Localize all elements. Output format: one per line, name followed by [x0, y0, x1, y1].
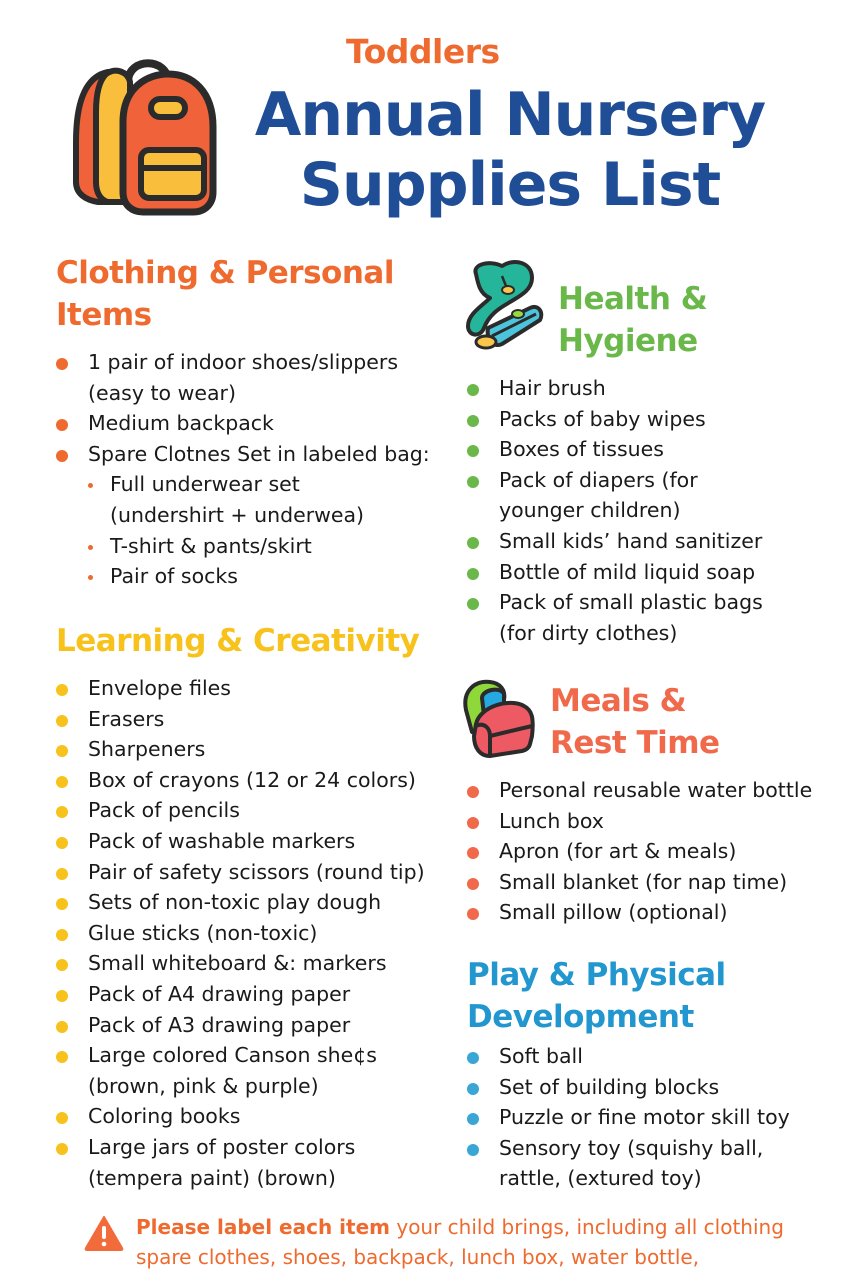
sub-bullet-icon [88, 575, 93, 580]
list-item [56, 918, 425, 949]
list-item [467, 557, 763, 588]
item-text: Pack of small plastic bags [499, 590, 763, 615]
item-text: Bottle of mild liquid soap [499, 559, 756, 584]
list-item [56, 765, 425, 796]
bullet-icon [56, 990, 68, 1002]
note-line-1 [136, 1212, 804, 1242]
item-text: Pack of A3 drawing paper [88, 1012, 351, 1037]
item-text: Pack of diapers (for [499, 467, 698, 492]
backpack-icon [68, 52, 218, 217]
list-item [56, 979, 425, 1010]
item-text: Soft ball [499, 1044, 583, 1068]
item-text: Pack of washable markers [88, 828, 356, 853]
bullet-icon [467, 786, 479, 798]
section-title-learning: Learning & Creativity [56, 623, 420, 659]
list-item [56, 1010, 425, 1041]
sub-bullet-icon [88, 483, 93, 488]
list-item [56, 857, 425, 888]
section-title-line: Clothing & Personal [56, 255, 394, 291]
item-text: Full underwear set [110, 472, 300, 497]
bullet-icon [56, 806, 68, 818]
list-item [56, 408, 430, 439]
item-text: Puzzle or fine motor skill toy [499, 1105, 790, 1130]
item-text: Boxes of tissues [499, 437, 664, 462]
lunch-box-icon [460, 676, 536, 758]
list-item [56, 826, 425, 857]
list-item [56, 673, 425, 704]
list-item [467, 1133, 790, 1194]
item-text: Glue sticks (non-toxic) [88, 920, 318, 945]
bullet-icon [467, 476, 479, 488]
warning-icon [84, 1215, 124, 1251]
list-item [56, 1132, 425, 1193]
bullet-icon [467, 445, 479, 457]
list-item [467, 806, 812, 837]
section-title-line: Play & Physical [467, 957, 726, 993]
item-text: Pair of safety scissors (round tip) [88, 859, 425, 884]
bullet-icon [56, 684, 68, 696]
bullet-icon [56, 1112, 68, 1124]
bullet-icon [56, 715, 68, 727]
list-item [56, 795, 425, 826]
bullet-icon [467, 415, 479, 427]
note-bold-text: Please label each item [136, 1215, 390, 1239]
item-text: Apron (for art & meals) [499, 839, 737, 864]
list-item [467, 1072, 790, 1103]
item-text: Large jars of poster colors [88, 1134, 356, 1159]
list-item [467, 587, 763, 648]
meals-list [467, 775, 812, 928]
bullet-icon [56, 1143, 68, 1155]
item-text: Small blanket (for nap time) [499, 869, 788, 894]
bullet-icon [56, 898, 68, 910]
list-item [56, 1101, 425, 1132]
item-text: Envelope files [88, 676, 231, 700]
list-item [467, 775, 812, 806]
learning-list [56, 673, 425, 1193]
clothing-list [56, 347, 430, 592]
bullet-icon [467, 1083, 479, 1095]
note-text: your child brings, including all clothing [390, 1215, 784, 1239]
list-item [56, 439, 430, 592]
item-text: Small whiteboard &: markers [88, 951, 387, 976]
bullet-icon [56, 929, 68, 941]
bullet-icon [467, 908, 479, 920]
sub-list-item [88, 531, 430, 562]
item-text: Set of building blocks [499, 1074, 720, 1099]
list-item [467, 526, 763, 557]
item-text: T-shirt & pants/skirt [110, 533, 312, 558]
item-text: Box of crayons (12 or 24 colors) [88, 767, 416, 792]
list-item [467, 1102, 790, 1133]
bullet-icon [56, 1051, 68, 1063]
bullet-icon [56, 959, 68, 971]
list-item [467, 434, 763, 465]
item-text: rattle, (extured toy) [499, 1166, 702, 1191]
list-item [467, 404, 763, 435]
item-text: Hair brush [499, 376, 606, 400]
note-line-2: spare clothes, shoes, backpack, lunch box, water bottle, [136, 1245, 700, 1269]
item-text: younger children) [499, 498, 681, 523]
section-title-line: Items [56, 297, 152, 333]
sub-list-item [88, 561, 430, 592]
list-item [467, 897, 812, 928]
bullet-icon [56, 745, 68, 757]
item-text: Large colored Canson she¢s [88, 1043, 377, 1068]
bullet-icon [56, 358, 68, 370]
item-text: Personal reusable water bottle [499, 778, 813, 802]
health-list [467, 373, 763, 648]
section-title-line: Rest Time [550, 725, 720, 761]
item-text: (brown, pink & purple) [88, 1073, 319, 1098]
sub-list-item [88, 469, 430, 530]
item-text: Sharpeners [88, 737, 206, 762]
item-text: Small kids’ hand sanitizer [499, 528, 763, 553]
section-title-health [558, 278, 707, 362]
item-text: Small pillow (optional) [499, 900, 728, 925]
item-text: 1 pair of indoor shoes/slippers [88, 350, 399, 374]
bullet-icon [467, 1052, 479, 1064]
item-text: Sets of non-toxic play dough [88, 890, 382, 915]
play-list [467, 1041, 790, 1194]
item-text: Coloring books [88, 1104, 241, 1129]
list-item [56, 948, 425, 979]
bullet-icon [467, 598, 479, 610]
bullet-icon [467, 878, 479, 890]
bullet-icon [56, 868, 68, 880]
sub-bullet-icon [88, 545, 93, 550]
hygiene-kit-icon [462, 256, 546, 354]
item-text: (for dirty clothes) [499, 620, 678, 645]
section-title-clothing [56, 252, 394, 336]
section-title-play [467, 954, 726, 1038]
bullet-icon [56, 450, 68, 462]
bullet-icon [56, 1021, 68, 1033]
item-text: Erasers [88, 706, 165, 731]
list-item [467, 867, 812, 898]
list-item [467, 465, 763, 526]
section-title-line: Development [467, 999, 694, 1035]
bullet-icon [56, 776, 68, 788]
bullet-icon [467, 1113, 479, 1125]
item-text: Sensory toy (squishy ball, [499, 1135, 764, 1160]
spare-clothes-sublist [88, 469, 430, 591]
item-text: (easy to wear) [88, 380, 236, 405]
item-text: (undershirt + underwea) [110, 502, 365, 527]
list-item [467, 1041, 790, 1072]
bullet-icon [56, 837, 68, 849]
list-item [56, 887, 425, 918]
item-text: Packs of baby wipes [499, 406, 706, 431]
list-item [467, 836, 812, 867]
bullet-icon [467, 847, 479, 859]
item-text: Pack of A4 drawing paper [88, 981, 351, 1006]
item-text: Spare Clotnes Set in labeled bag: [88, 441, 430, 466]
list-item [56, 704, 425, 735]
bullet-icon [467, 384, 479, 396]
page-title [250, 80, 770, 220]
page-subtitle: Toddlers [346, 32, 500, 71]
bullet-icon [467, 1144, 479, 1156]
label-reminder-note [84, 1212, 804, 1272]
bullet-icon [467, 568, 479, 580]
bullet-icon [56, 419, 68, 431]
list-item [56, 1040, 425, 1101]
item-text: (tempera paint) (brown) [88, 1165, 336, 1190]
item-text: Pack of pencils [88, 798, 240, 823]
item-text: Pair of socks [110, 564, 238, 589]
bullet-icon [467, 537, 479, 549]
title-line-2: Supplies List [299, 150, 721, 220]
title-line-1: Annual Nursery [254, 80, 766, 150]
section-title-line: Hygiene [558, 323, 698, 359]
item-text: Lunch box [499, 808, 604, 833]
list-item [56, 734, 425, 765]
item-text: Medium backpack [88, 411, 274, 436]
section-title-line: Meals & [550, 683, 687, 719]
section-title-meals [550, 680, 720, 764]
list-item [467, 373, 763, 404]
section-title-line: Health & [558, 281, 708, 317]
list-item [56, 347, 430, 408]
bullet-icon [467, 817, 479, 829]
